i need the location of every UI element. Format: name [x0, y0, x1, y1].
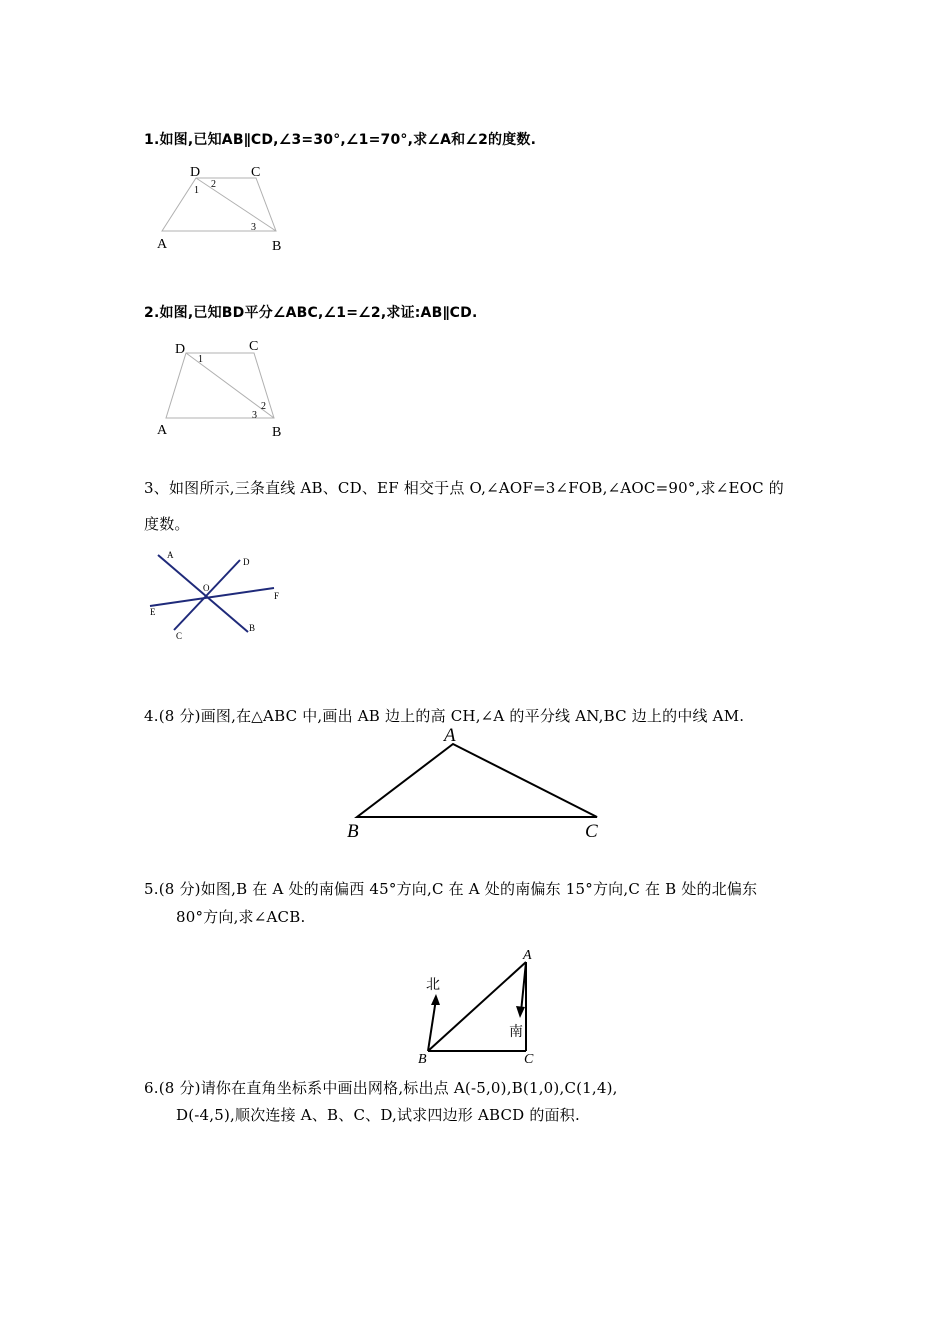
q2-label-a: A	[157, 423, 168, 438]
q4-label-c: C	[585, 821, 598, 842]
q2-label-d: D	[175, 342, 186, 357]
q5-label-c: C	[524, 1052, 534, 1067]
q1-angle-3: 3	[251, 222, 256, 233]
question-3-text-line2: 度数。	[144, 515, 190, 533]
q1-label-d: D	[190, 165, 201, 180]
q4-label-a: A	[444, 725, 456, 746]
q1-label-b: B	[272, 239, 282, 254]
q5-north-arrow	[428, 999, 436, 1051]
question-5-text-line1: 5.(8 分)如图,B 在 A 处的南偏西 45°方向,C 在 A 处的南偏东 15°方向,C 在 B 处的北偏东	[144, 880, 758, 898]
q5-south-arrowhead	[516, 1006, 525, 1018]
question-6-text-line2: D(-4,5),顺次连接 A、B、C、D,试求四边形 ABCD 的面积.	[176, 1106, 580, 1124]
q2-angle-3: 3	[252, 410, 257, 421]
q1-angle-2: 2	[211, 179, 216, 190]
q3-label-a: A	[167, 550, 174, 560]
q4-label-b: B	[347, 821, 359, 842]
q3-label-d: D	[243, 557, 250, 567]
q5-label-b: B	[418, 1052, 427, 1067]
q3-label-e: E	[150, 607, 156, 617]
q5-label-south: 南	[509, 1025, 523, 1040]
q5-north-arrowhead	[431, 994, 440, 1005]
question-2-text: 2.如图,已知BD平分∠ABC,∠1=∠2,求证:AB∥CD.	[144, 305, 478, 321]
q3-label-f: F	[274, 591, 280, 601]
question-4-text: 4.(8 分)画图,在△ABC 中,画出 AB 边上的高 CH,∠A 的平分线 AN,BC 边上的中线 AM.	[144, 707, 745, 725]
q1-label-c: C	[251, 165, 261, 180]
q5-label-north: 北	[426, 978, 440, 993]
question-1-text: 1.如图,已知AB∥CD,∠3=30°,∠1=70°,求∠A和∠2的度数.	[144, 132, 537, 148]
q2-label-c: C	[249, 339, 259, 354]
q2-angle-1: 1	[198, 354, 203, 365]
q1-label-a: A	[157, 237, 168, 252]
question-6-text-line1: 6.(8 分)请你在直角坐标系中画出网格,标出点 A(-5,0),B(1,0),C(1,4),	[144, 1079, 618, 1097]
question-5-text-line2: 80°方向,求∠ACB.	[176, 908, 306, 926]
question-3-text-line1: 3、如图所示,三条直线 AB、CD、EF 相交于点 O,∠AOF=3∠FOB,∠AOC=90°,求∠EOC 的	[144, 479, 784, 497]
q3-label-b: B	[249, 623, 256, 633]
q2-label-b: B	[272, 425, 282, 440]
q3-label-c: C	[176, 631, 183, 641]
q2-angle-2: 2	[261, 401, 266, 412]
q3-label-o: O	[203, 583, 210, 593]
q5-label-a: A	[523, 948, 532, 963]
q1-angle-1: 1	[194, 185, 199, 196]
